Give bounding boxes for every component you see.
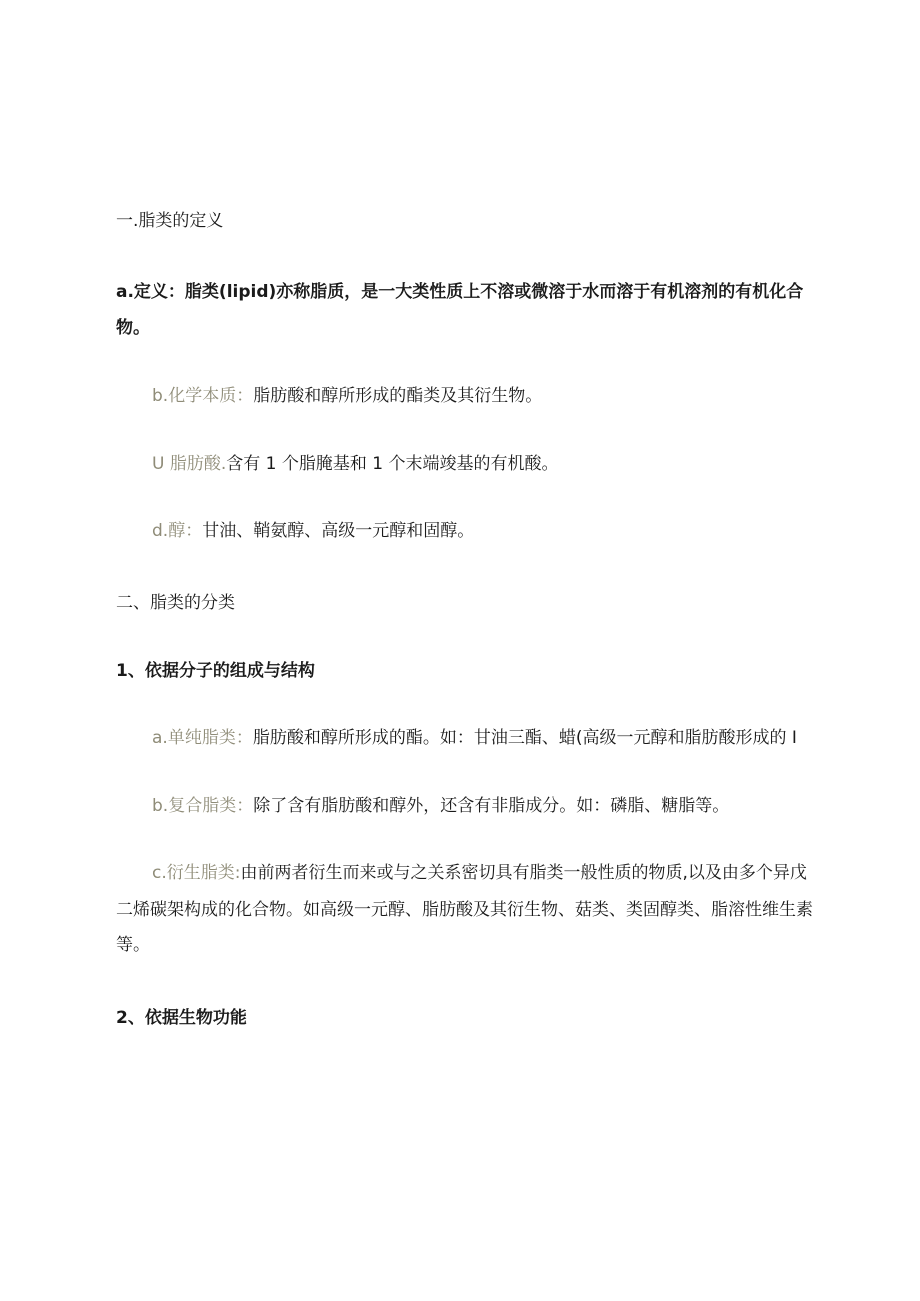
compound-lipid-item: [152, 795, 729, 817]
derived-lipid-continuation-1: 二烯碳架构成的化合物。如高级一元醇、脂肪酸及其衍生物、菇类、类固醇类、脂溶性维生素: [116, 900, 813, 920]
derived-lipid-label: c.衍生脂类:: [152, 863, 241, 883]
section2-heading: 二、脂类的分类: [116, 593, 235, 613]
alcohol-label: d.醇：: [152, 521, 203, 541]
sub1-heading: 1、依据分子的组成与结构: [116, 661, 315, 681]
fatty-acid-text: 含有 1 个脂腌基和 1 个末端竣基的有机酸。: [226, 454, 559, 474]
sub2-heading: 2、依据生物功能: [116, 1008, 247, 1028]
chemical-nature-text: 脂肪酸和醇所形成的酯类及其衍生物。: [253, 386, 543, 406]
compound-lipid-text: 除了含有脂肪酸和醇外，还含有非脂成分。如：磷脂、糖脂等。: [253, 796, 730, 816]
derived-lipid-text: 由前两者衍生而来或与之关系密切具有脂类一般性质的物质,以及由多个异戊: [240, 863, 807, 883]
chemical-nature-item: [152, 385, 542, 407]
chemical-nature-label: b.化学本质：: [152, 386, 254, 406]
simple-lipid-text: 脂肪酸和醇所形成的酯。如：甘油三酯、蜡(高级一元醇和脂肪酸形成的 I: [252, 728, 797, 748]
definition-line-2: 物。: [116, 318, 150, 338]
section1-heading: 一.脂类的定义: [116, 211, 224, 231]
derived-lipid-item: [152, 862, 807, 884]
definition-line-1: a.定义：脂类(lipid)亦称脂质，是一大类性质上不溶或微溶于水而溶于有机溶剂的有机化合: [116, 282, 804, 302]
simple-lipid-label: a.单纯脂类：: [152, 728, 253, 748]
alcohol-item: [152, 520, 474, 542]
simple-lipid-item: [152, 727, 797, 749]
derived-lipid-continuation-2: 等。: [116, 935, 150, 955]
fatty-acid-item: [152, 453, 559, 475]
alcohol-text: 甘油、鞘氨醇、高级一元醇和固醇。: [202, 521, 475, 541]
compound-lipid-label: b.复合脂类：: [152, 796, 254, 816]
fatty-acid-label: U 脂肪酸.: [152, 454, 227, 474]
